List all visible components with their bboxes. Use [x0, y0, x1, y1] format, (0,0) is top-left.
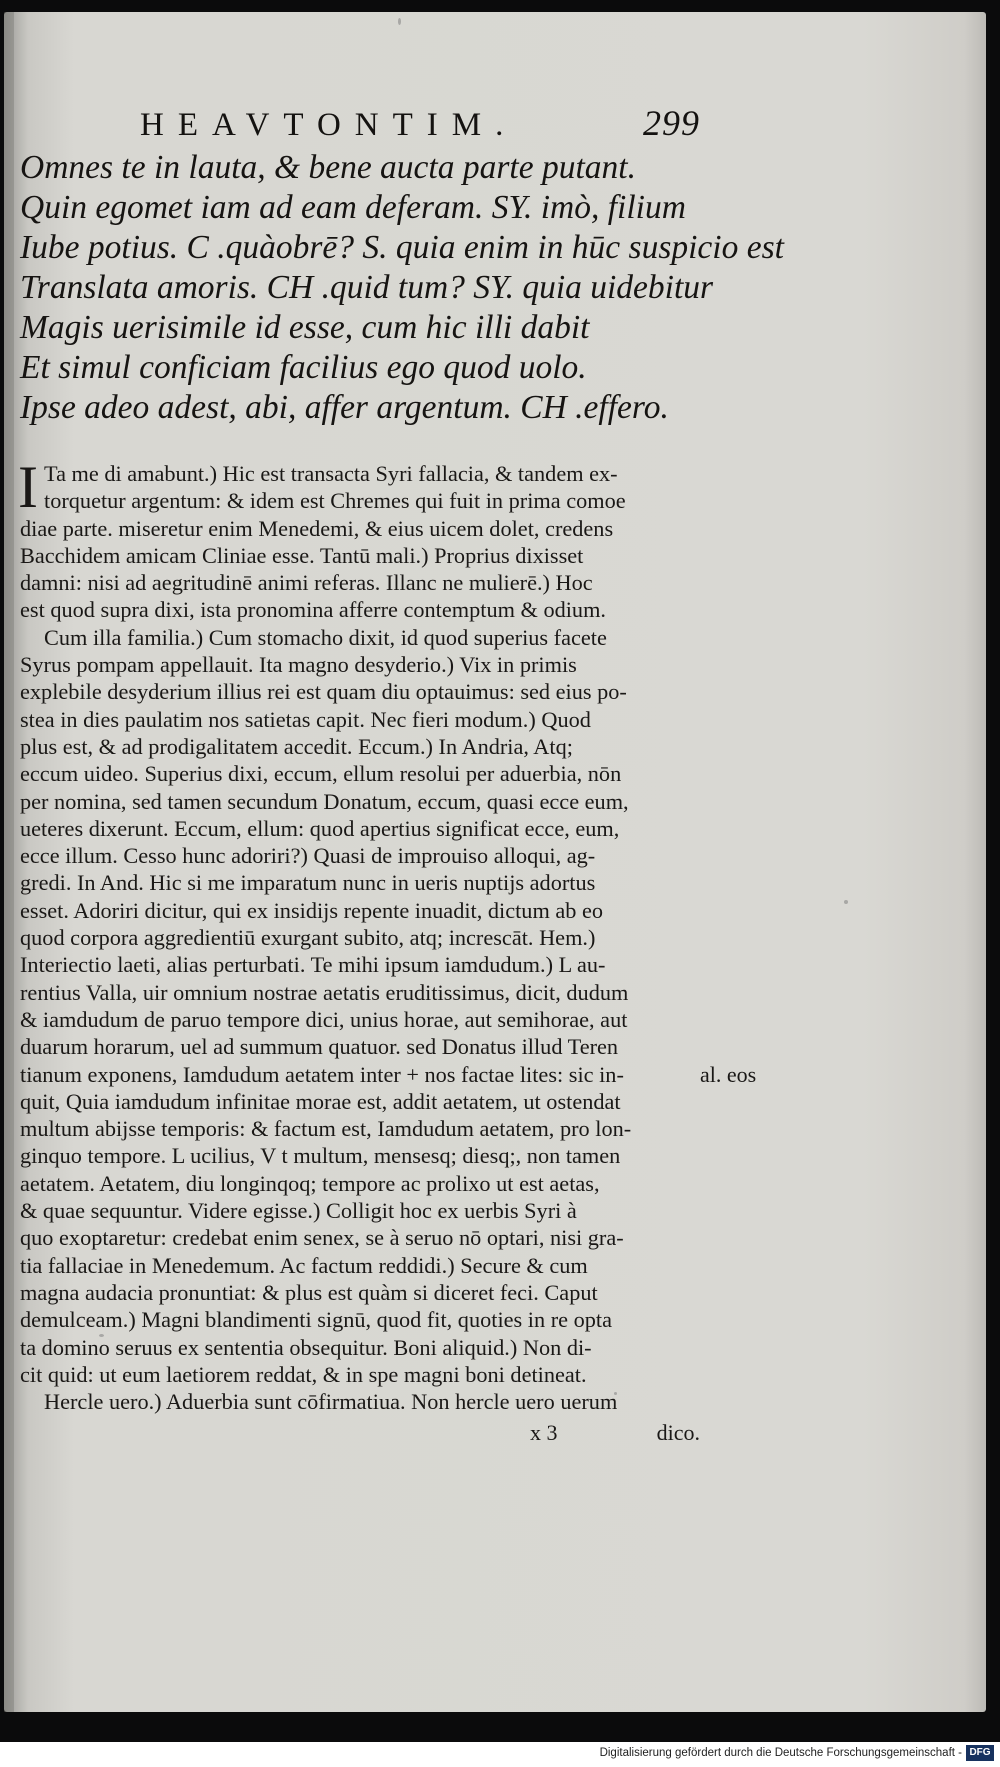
running-head: HEAVTONTIM. [140, 107, 518, 143]
verse-line: Et simul conficiam facilius ego quod uolo. [20, 349, 587, 386]
commentary-line: Interiectio laeti, alias perturbati. Te mihi ipsum iamdudum.) L au- [20, 952, 606, 978]
commentary-line: & iamdudum de paruo tempore dici, unius horae, aut semihorae, aut [20, 1006, 628, 1032]
digitization-footer [0, 1742, 1000, 1767]
footer-credit: Digitalisierung gefördert durch die Deutsche Forschungsgemeinschaft - [599, 1747, 962, 1759]
commentary-line: tia fallaciae in Menedemum. Ac factum reddidi.) Secure & cum [20, 1252, 588, 1278]
page-header [140, 102, 700, 144]
commentary-line: Bacchidem amicam Cliniae esse. Tantū mali.) Proprius dixisset [20, 542, 584, 568]
verse-line: Translata amoris. CH .quid tum? SY. quia uidebitur [20, 269, 714, 306]
commentary-line: multum abijsse temporis: & factum est, Iamdudum aetatem, pro lon- [20, 1116, 632, 1142]
commentary-line: quit, Quia iamdudum infinitae morae est, addit aetatem, ut ostendat [20, 1088, 621, 1114]
commentary-line: Syrus pompam appellauit. Ita magno desyderio.) Vix in primis [20, 652, 577, 678]
commentary-line: duarum horarum, uel ad summum quatuor. sed Donatus illud Teren [20, 1034, 619, 1060]
commentary-line: aetatem. Aetatem, diu longinqoq; tempore ac prolixo ut est aetas, [20, 1170, 600, 1196]
commentary-line: diae parte. miseretur enim Menedemi, & eius uicem dolet, credens [20, 515, 614, 541]
verse-line: Iube potius. C .quàobrē? S. quia enim in hūc suspicio est [20, 229, 784, 266]
verse-line: Magis uerisimile id esse, cum hic illi dabit [20, 309, 590, 346]
commentary-line: Ta me di amabunt.) Hic est transacta Syri fallacia, & tandem ex- [44, 461, 618, 486]
commentary-line: esset. Adoriri dicitur, qui ex insidijs repente inuadit, dictum ab eo [20, 897, 604, 923]
dfg-logo-icon: DFG [966, 1745, 994, 1761]
commentary-line: & quae sequuntur. Videre egisse.) Colligit hoc ex uerbis Syri à [20, 1198, 577, 1224]
commentary-line: damni: nisi ad aegritudinē animi referas. Illanc ne mulierē.) Hoc [20, 570, 593, 596]
signature-mark: x 3 [530, 1420, 558, 1445]
commentary-line: eccum uideo. Superius dixi, eccum, ellum resolui per aduerbia, nōn [20, 761, 622, 787]
verse-line: Ipse adeo adest, abi, affer argentum. CH .effero. [20, 389, 669, 426]
commentary-line: stea in dies paulatim nos satietas capit. Nec fieri modum.) Quod [20, 706, 591, 732]
commentary-line: ecce illum. Cesso hunc adoriri?) Quasi de improuiso alloqui, ag- [20, 843, 596, 869]
drop-capital: I [18, 454, 38, 520]
commentary-line: explebile desyderium illius rei est quam diu optauimus: sed eius po- [20, 679, 627, 705]
commentary-line: per nomina, sed tamen secundum Donatum, eccum, quasi ecce eum, [20, 788, 629, 814]
verse-line: Quin egomet iam ad eam deferam. SY. imò, filium [20, 189, 686, 226]
commentary-line: rentius Valla, uir omnium nostrae aetatis eruditissimus, dicit, dudum [20, 979, 629, 1005]
commentary-line: quo exoptaretur: credebat enim senex, se à seruo nō optari, nisi gra- [20, 1225, 624, 1251]
page-number: 299 [643, 103, 700, 143]
commentary-line: est quod supra dixi, ista pronomina afferre contemptum & odium. [20, 597, 607, 623]
catchword: dico. [656, 1420, 700, 1445]
verse-block [20, 148, 784, 428]
commentary-block [18, 454, 700, 1415]
commentary-line: torquetur argentum: & idem est Chremes qui fuit in prima comoe [44, 488, 626, 514]
commentary-line: quod corpora aggredientiū exurgant subito, atq; increscāt. Hem.) [20, 925, 596, 951]
commentary-line: cit quid: ut eum laetiorem reddat, & in spe magni boni detineat. [20, 1361, 587, 1387]
commentary-line: gredi. In And. Hic si me imparatum nunc in ueris nuptijs adortus [20, 870, 596, 896]
catchline [530, 1420, 700, 1446]
commentary-line: ginquo tempore. L ucilius, V t multum, mensesq; diesq;, non tamen [20, 1143, 621, 1169]
commentary-line: demulceam.) Magni blandimenti signū, quod fit, quoties in re opta [20, 1307, 612, 1333]
commentary-line: magna audacia pronuntiat: & plus est quàm si diceret feci. Caput [20, 1279, 598, 1305]
commentary-line: tianum exponens, Iamdudum aetatem inter + nos factae lites: sic in- [20, 1061, 624, 1087]
commentary-line: plus est, & ad prodigalitatem accedit. Eccum.) In Andria, Atq; [20, 733, 573, 759]
commentary-line: ueteres dixerunt. Eccum, ellum: quod apertius significat ecce, eum, [20, 815, 620, 841]
commentary-line: Hercle uero.) Aduerbia sunt cōfirmatiua. Non hercle uero uerum [44, 1389, 618, 1415]
verse-line: Omnes te in lauta, & bene aucta parte putant. [20, 149, 636, 186]
commentary-line: ta domino seruus ex sententia obsequitur. Boni aliquid.) Non di- [20, 1334, 592, 1360]
marginal-note: al. eos [700, 1062, 757, 1087]
commentary-line: Cum illa familia.) Cum stomacho dixit, id quod superius facete [44, 624, 607, 650]
